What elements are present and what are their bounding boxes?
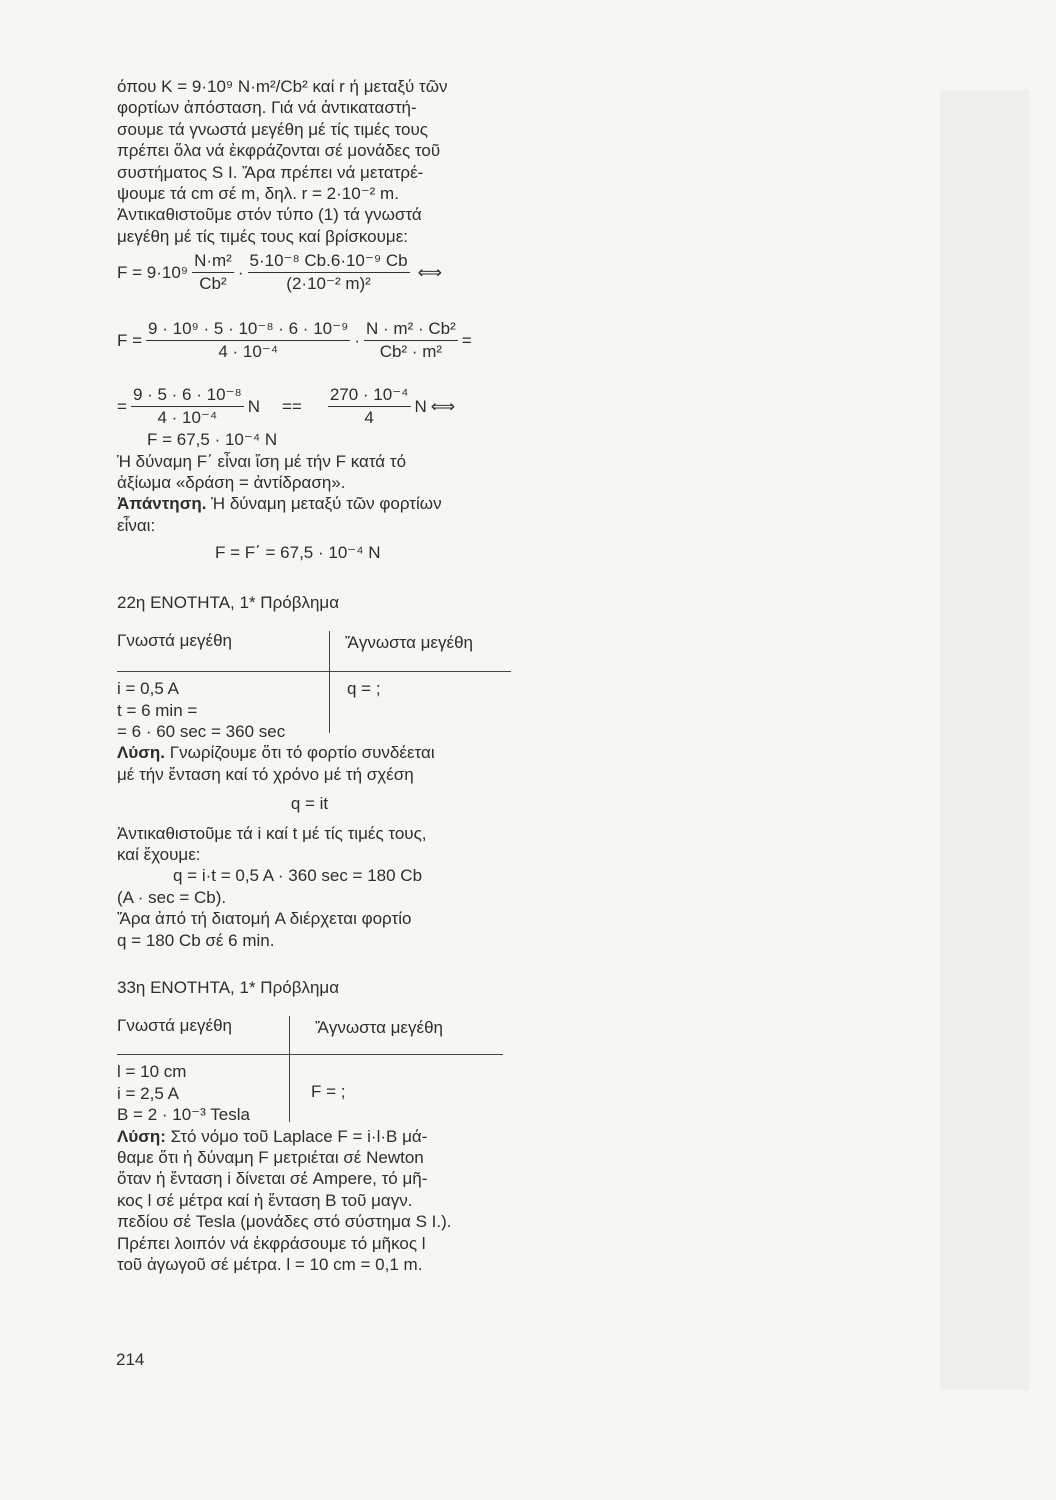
solution-line — [117, 742, 522, 763]
text-line: τοῦ ἀγωγοῦ σέ μέτρα. l = 10 cm = 0,1 m. — [117, 1255, 423, 1275]
text-line: q = 180 Cb σέ 6 min. — [117, 930, 275, 950]
known-header: Γνωστά μεγέθη — [117, 630, 233, 650]
eq3-fraction-2 — [328, 384, 411, 428]
known-values — [117, 1061, 289, 1125]
known-item: i = 2,5 A — [117, 1083, 179, 1103]
text-line: (A · sec = Cb). — [117, 887, 227, 907]
solution-label: Λύση. — [117, 743, 165, 763]
formula: q = it — [290, 794, 329, 814]
text-line: συστήματος S I. Ἄρα πρέπει νά μετατρέ- — [117, 162, 424, 182]
text-line: θαμε ὅτι ἡ δύναμη F μετριέται σέ Newton — [117, 1148, 424, 1167]
eq2-frac2-num: N · m² · Cb² — [364, 318, 458, 340]
text-line: πεδίου σέ Tesla (μονάδες στό σύστημα S I.). — [117, 1212, 452, 1232]
eq3-frac2-den: 4 — [364, 407, 374, 427]
known-item: B = 2 · 10⁻³ Tesla — [117, 1105, 250, 1125]
eq3-fraction-1 — [131, 384, 244, 428]
text-line: σουμε τά γνωστά μεγέθη μέ τίς τιμές τους — [117, 119, 428, 139]
eq3-lhs: = — [117, 396, 127, 416]
text-line: Ἄρα ἀπό τή διατομή A διέρχεται φορτίο — [117, 909, 412, 929]
table-body — [117, 1055, 503, 1125]
eq3-frac2-num: 270 · 10⁻⁴ — [328, 384, 411, 406]
eq1-lhs: F = 9·10⁹ — [117, 262, 189, 282]
text-line: μεγέθη μέ τίς τιμές τους καί βρίσκουμε: — [117, 226, 408, 246]
answer-label: Ἀπάντηση. — [117, 494, 207, 514]
eq3-frac1-num: 9 · 5 · 6 · 10⁻⁸ — [131, 384, 244, 406]
text-line: Ἀντικαθιστοῦμε τά i καί t μέ τίς τιμές τους, — [117, 823, 427, 843]
answer-line — [117, 493, 522, 514]
eq1-frac2-num: 5·10⁻⁸ Cb.6·10⁻⁹ Cb — [248, 250, 410, 272]
text-line: Πρέπει λοιπόν νά ἐκφράσουμε τό μῆκος l — [117, 1233, 426, 1253]
unknown-item: q = ; — [347, 679, 381, 699]
equation-2 — [117, 317, 522, 363]
text-line: ψουμε τά cm σέ m, δηλ. r = 2·10⁻² m. — [117, 184, 399, 204]
eq2-fraction-units — [364, 318, 458, 362]
section-title: 22η ΕΝΟΤΗΤΑ, 1* Πρόβλημα — [117, 592, 340, 612]
equivalence-arrow-icon: ⟺ — [430, 396, 456, 416]
eq1-frac1-den: Cb² — [199, 273, 227, 293]
eq2-frac1-den: 4 · 10⁻⁴ — [218, 341, 279, 361]
text-line: φορτίων ἀπόσταση. Γιά νά ἀντικαταστή- — [117, 98, 417, 118]
eq2-fraction-values — [146, 318, 350, 362]
eq3-equals: == — [281, 396, 302, 416]
eq1-dot: · — [237, 262, 244, 282]
text-line: καί ἔχουμε: — [117, 844, 201, 864]
known-values — [117, 678, 329, 742]
eq1-fraction-values — [248, 250, 410, 294]
text-line: ὅταν ἡ ἔνταση i δίνεται σέ Ampere, τό μῆ- — [117, 1169, 428, 1189]
eq3-unit1: N — [247, 396, 260, 416]
eq1-frac2-den: (2·10⁻² m)² — [286, 273, 371, 293]
eq3-unit2: N — [414, 396, 427, 416]
quantities-table — [117, 625, 511, 742]
table-header — [117, 625, 511, 661]
eq2-lhs: F = — [117, 330, 143, 350]
text-line: πρέπει ὅλα νά ἐκφράζονται σέ μονάδες τοῦ — [117, 141, 441, 161]
known-item: l = 10 cm — [117, 1062, 187, 1082]
eq3-frac1-den: 4 · 10⁻⁴ — [157, 407, 218, 427]
eq2-frac1-num: 9 · 10⁹ · 5 · 10⁻⁸ · 6 · 10⁻⁹ — [146, 318, 350, 340]
unknown-header: Ἄγνωστα μεγέθη — [345, 632, 473, 652]
text-line: ἀξίωμα «δράση = ἀντίδραση». — [117, 473, 346, 493]
known-header: Γνωστά μεγέθη — [117, 1015, 233, 1035]
answer-text: Ἡ δύναμη μεταξύ τῶν φορτίων — [206, 494, 442, 514]
table-divider — [289, 1016, 290, 1122]
text-column — [117, 76, 522, 1275]
text-line: κος l σέ μέτρα καί ἡ ἔνταση B τοῦ μαγν. — [117, 1190, 413, 1210]
equation-1 — [117, 249, 522, 295]
section-title: 33η ΕΝΟΤΗΤΑ, 1* Πρόβλημα — [117, 977, 340, 997]
text-line: όπου K = 9·10⁹ N·m²/Cb² καί r ή μεταξύ τῶν — [117, 77, 448, 96]
solution-line — [117, 1126, 522, 1147]
calc-line: q = i·t = 0,5 A · 360 sec = 180 Cb — [173, 866, 423, 886]
equivalence-arrow-icon: ⟺ — [417, 262, 442, 282]
text-line: Ἡ δύναμη F΄ εἶναι ἴση μέ τήν F κατά τό — [117, 451, 407, 471]
quantities-table — [117, 1010, 503, 1125]
eq1-frac1-num: N·m² — [192, 250, 234, 272]
page-number: 214 — [116, 1350, 145, 1369]
table-header — [117, 1010, 503, 1046]
unknown-header: Ἄγνωστα μεγέθη — [315, 1017, 443, 1037]
table-divider — [329, 631, 330, 733]
table-body — [117, 672, 511, 742]
text-line: μέ τήν ἔνταση καί τό χρόνο μέ τή σχέση — [117, 764, 414, 784]
intro-paragraph — [117, 76, 522, 247]
known-item: t = 6 min = — [117, 700, 198, 720]
known-item: i = 0,5 A — [117, 679, 179, 699]
equation-4: F = 67,5 · 10⁻⁴ N — [147, 430, 278, 450]
section-33 — [117, 977, 522, 1275]
eq2-dot: · — [354, 330, 361, 350]
unknown-values — [329, 678, 381, 742]
bleed-through-shadow — [940, 90, 1030, 1390]
text-line: εἶναι: — [117, 515, 156, 535]
solution-label: Λύση: — [117, 1126, 166, 1146]
unknown-values — [289, 1061, 345, 1125]
solution-text: Γνωρίζουμε ὅτι τό φορτίο συνδέεται — [164, 743, 435, 763]
eq1-fraction-units — [192, 250, 234, 294]
section-22 — [117, 592, 522, 951]
solution-text: Στό νόμο τοῦ Laplace F = i·l·B μά- — [165, 1126, 428, 1146]
unknown-item: F = ; — [311, 1082, 346, 1102]
eq2-rhs: = — [461, 330, 472, 350]
eq2-frac2-den: Cb² · m² — [379, 341, 443, 361]
known-item: = 6 · 60 sec = 360 sec — [117, 721, 286, 741]
answer-equation: F = F΄ = 67,5 · 10⁻⁴ N — [215, 543, 381, 563]
equation-3 — [117, 383, 522, 429]
text-line: Ἀντικαθιστοῦμε στόν τύπο (1) τά γνωστά — [117, 205, 422, 225]
